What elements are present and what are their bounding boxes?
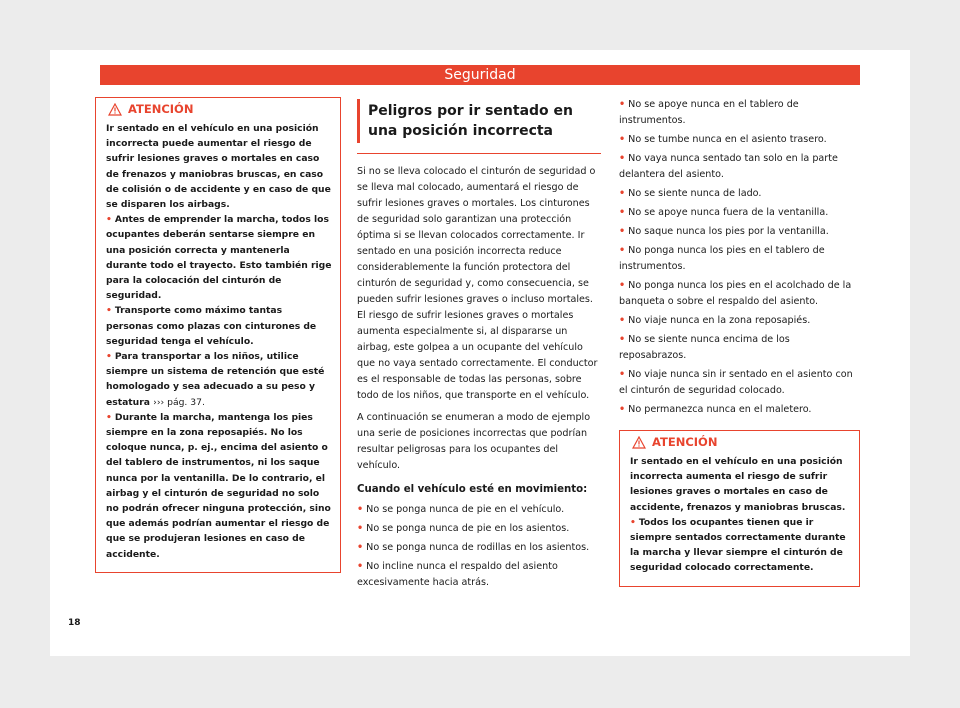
bullet-icon: • [619,134,626,145]
warning-body [620,451,859,586]
warning-triangle-icon [632,436,646,449]
warning-item: • Para transportar a los niños, utilice siempre un sistema de retención que esté homologado y sea adecuado a su peso y estatura ››› pág. 37. [106,351,325,408]
warning-item: • Antes de emprender la marcha, todos los ocupantes deberán sentarse siempre en una posición correcta y mantenerla durante todo el trayecto. Esto también rige para la colocación del cinturón de seguridad. [106,214,332,302]
bullet-icon: • [619,404,626,415]
page-reference-link[interactable]: ››› pág. 37. [153,396,205,408]
middle-column [357,97,601,594]
bullet-icon: • [619,226,626,237]
warning-intro: Ir sentado en el vehículo en una posición incorrecta puede aumentar el riesgo de sufrir lesiones graves o mortales en caso de frenazos y maniobras bruscas, en caso de colisión o de accidente y en caso de que se disparen los airbags. [106,123,331,211]
warning-triangle-icon [108,103,122,116]
warning-title: ATENCIÓN [652,435,718,449]
list-item: • No vaya nunca sentado tan solo en la parte delantera del asiento. [619,153,838,180]
warning-box-right [619,430,860,587]
list-item: • No ponga nunca los pies en el tablero de instrumentos. [619,245,825,272]
list-item: • No se apoye nunca fuera de la ventanilla. [619,207,829,218]
bullet-icon: • [619,280,626,291]
bullet-icon: • [630,516,636,528]
warning-item: • Durante la marcha, mantenga los pies siempre en la zona reposapiés. No los coloque nunca, p. ej., encima del asiento o del tablero de instrumentos, ni los saque nunca por la ventanilla. De lo contrario, el airbag y el cinturón de seguridad no solo no podrán ofrecer ninguna protección, sino que además podrían aumentar el riesgo de que se produjeran lesiones en caso de accidente. [106,411,331,560]
list-item: • No ponga nunca los pies en el acolchado de la banqueta o sobre el respaldo del asiento. [619,280,852,307]
right-column [619,97,860,587]
bullet-icon: • [619,207,626,218]
list-item: • No se tumbe nunca en el asiento trasero. [619,134,827,145]
list-item: • No permanezca nunca en el maletero. [619,404,812,415]
bullet-icon: • [357,523,364,534]
warning-header [96,97,340,118]
warning-item: • Todos los ocupantes tienen que ir siempre sentados correctamente durante la marcha y llevar siempre el cinturón de seguridad colocado correctamente. [630,516,846,574]
left-column [95,97,341,573]
bullet-icon: • [357,504,364,515]
warning-item: • Transporte como máximo tantas personas como plazas con cinturones de seguridad tenga el vehículo. [106,305,317,347]
list-item: • No viaje nunca en la zona reposapiés. [619,315,811,326]
bullet-icon: • [619,188,626,199]
warning-box-left [95,97,341,573]
section-title: Peligros por ir sentado en una posición incorrecta [357,99,601,143]
list-item: • No se ponga nunca de rodillas en los asientos. [357,542,590,553]
page-number: 18 [68,618,81,628]
body-paragraph: Si no se lleva colocado el cinturón de seguridad o se lleva mal colocado, aumentará el riesgo de sufrir lesiones graves o mortales. Los cinturones de seguridad solo garantizan una protección óptima si se llevan colocados correctamente. Ir sentado en una posición incorrecta reduce considerablemente la función protectora del cinturón de seguridad y, como consecuencia, se pueden sufrir lesiones graves o incluso mortales. El riesgo de sufrir lesiones graves o mortales aumenta especialmente si, al dispararse un airbag, este golpea a un ocupante del vehículo que no vaya sentado correctamente. El conductor es el responsable de todas las personas, sobre todo de los niños, que transporte en el vehículo. [357,166,598,401]
bullet-icon: • [106,305,112,317]
list-item: • No se apoye nunca en el tablero de instrumentos. [619,99,799,126]
bullet-icon: • [357,561,364,572]
body-paragraph: A continuación se enumeran a modo de ejemplo una serie de posiciones incorrectas que podrían resultar peligrosas para los ocupantes del vehículo. [357,412,591,471]
subheading: Cuando el vehículo esté en movimiento: [357,484,588,495]
list-item: • No viaje nunca sin ir sentado en el asiento con el cinturón de seguridad colocado. [619,369,853,396]
list-item: • No se ponga nunca de pie en el vehículo. [357,504,565,515]
warning-intro: Ir sentado en el vehículo en una posición incorrecta aumenta el riesgo de sufrir lesiones graves o mortales en caso de accidente, frenazos y maniobras bruscas. [630,456,846,513]
bullet-icon: • [619,245,626,256]
warning-title: ATENCIÓN [128,102,194,116]
title-divider [357,153,601,154]
bullet-icon: • [106,214,112,226]
list-item: • No se siente nunca de lado. [619,188,762,199]
bullet-icon: • [106,411,112,423]
bullet-icon: • [619,315,626,326]
bullet-icon: • [619,99,626,110]
section-header: Seguridad [100,65,860,85]
warning-body [96,118,340,572]
bullet-icon: • [619,369,626,380]
list-item: • No saque nunca los pies por la ventanilla. [619,226,829,237]
warning-header [620,430,859,451]
list-item: • No se siente nunca encima de los reposabrazos. [619,334,790,361]
list-item: • No se ponga nunca de pie en los asientos. [357,523,570,534]
list-item: • No incline nunca el respaldo del asiento excesivamente hacia atrás. [357,561,558,588]
bullet-icon: • [619,153,626,164]
bullet-icon: • [619,334,626,345]
bullet-icon: • [357,542,364,553]
bullet-icon: • [106,351,112,363]
